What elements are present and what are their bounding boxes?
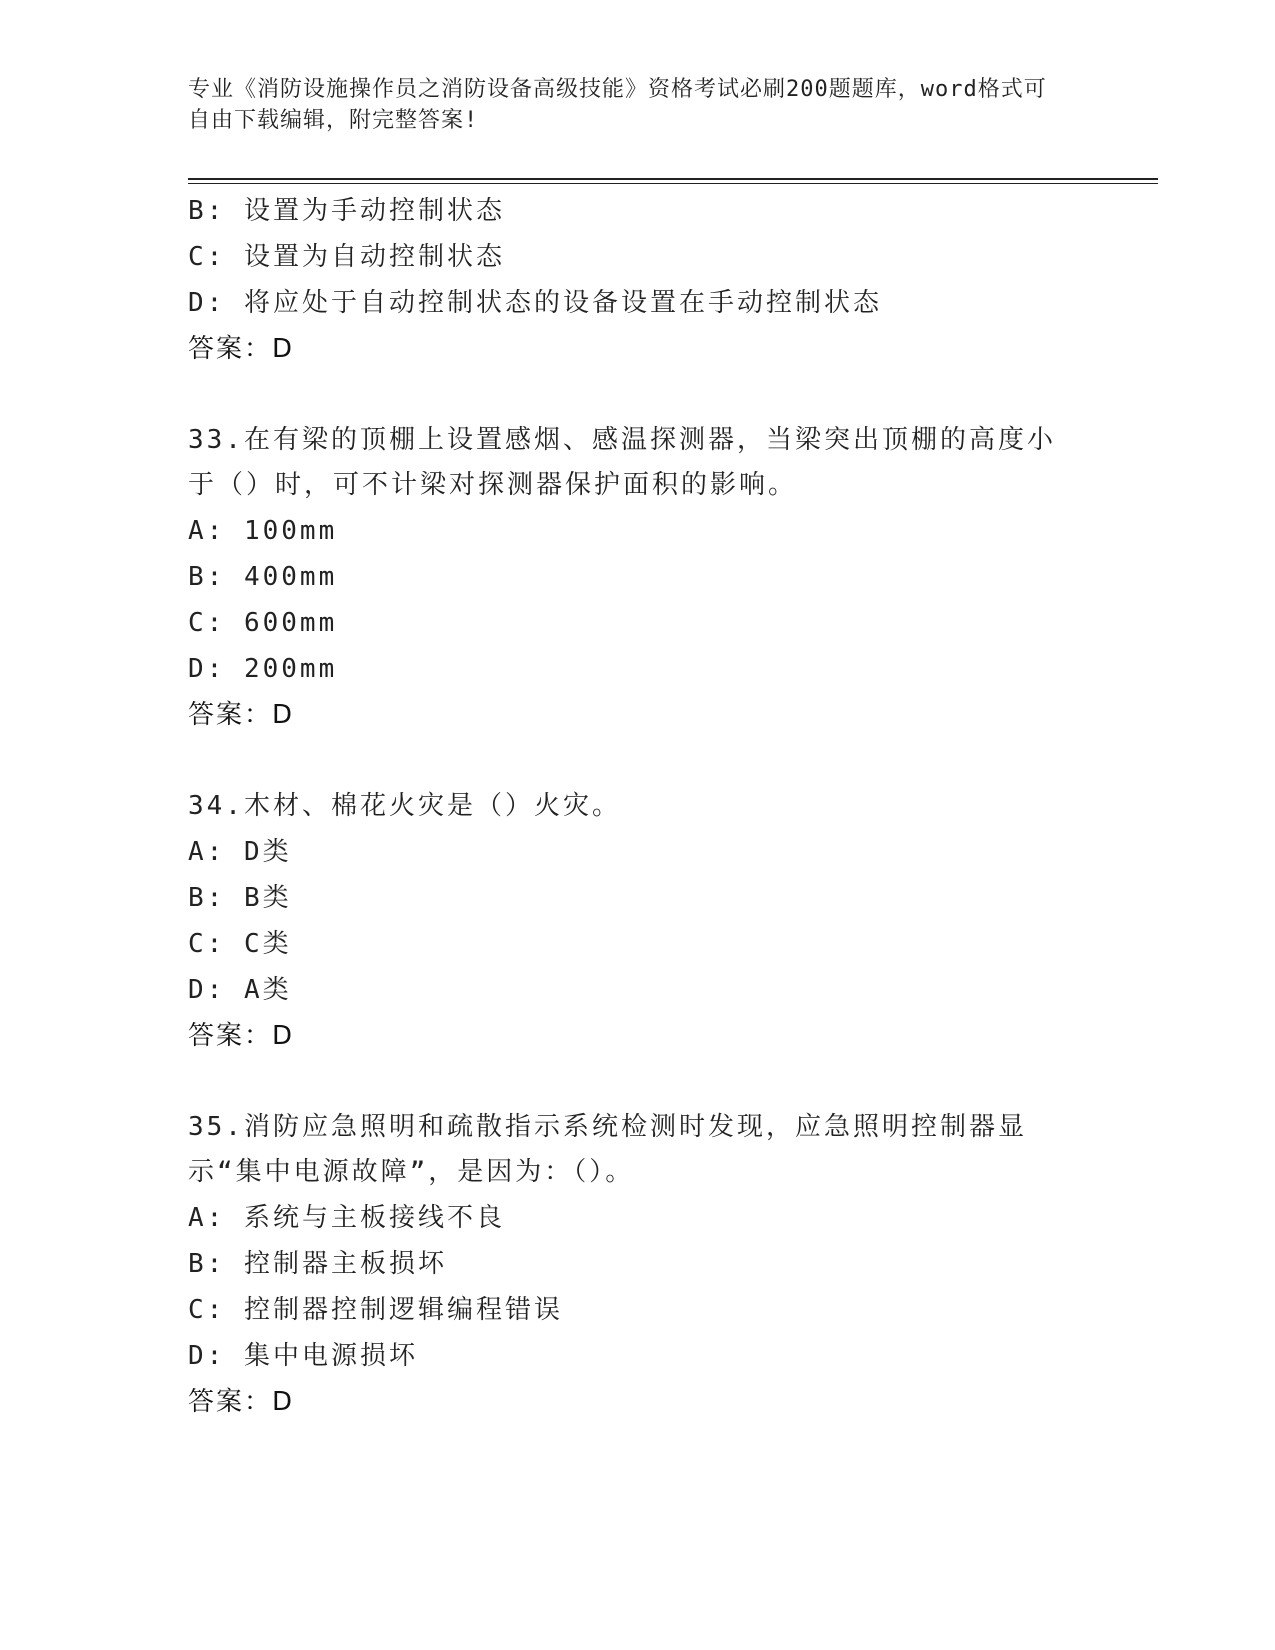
document-header: 专业《消防设施操作员之消防设备高级技能》资格考试必刷200题题库，word格式可自由下载编辑，附完整答案! — [188, 77, 1047, 133]
option-text: 设置为自动控制状态 — [243, 242, 505, 272]
question-stem: 33.在有梁的顶棚上设置感烟、感温探测器，当梁突出顶棚的高度小于（）时，可不计梁对探测器保护面积的影响。 — [188, 425, 1056, 500]
option-line — [188, 600, 1088, 646]
question-stem: 35.消防应急照明和疏散指示系统检测时发现，应急照明控制器显示“集中电源故障”，是因为：（）。 — [188, 1112, 1027, 1187]
option-text: A类 — [243, 975, 292, 1005]
option-text: 400mm — [243, 562, 338, 592]
answer-line: 答案：D — [188, 334, 295, 364]
option-text: 200mm — [243, 654, 338, 684]
option-text: 将应处于自动控制状态的设备设置在手动控制状态 — [243, 288, 882, 318]
option-text: C类 — [243, 929, 292, 959]
question-spacer — [188, 1059, 1088, 1105]
option-line — [188, 921, 1088, 967]
option-label: B: — [188, 883, 226, 913]
option-label: C: — [188, 608, 226, 638]
option-label: C: — [188, 242, 226, 272]
option-label: D: — [188, 654, 226, 684]
answer-line: 答案：D — [188, 1387, 295, 1417]
option-text: 集中电源损坏 — [243, 1341, 418, 1371]
option-line — [188, 508, 1088, 554]
option-text: 控制器控制逻辑编程错误 — [243, 1295, 563, 1325]
question-32-continued — [188, 188, 1088, 372]
option-line — [188, 1287, 1088, 1333]
option-text: 设置为手动控制状态 — [243, 196, 505, 226]
option-text: D类 — [243, 837, 292, 867]
option-label: D: — [188, 975, 226, 1005]
option-label: A: — [188, 1203, 226, 1233]
option-text: 100mm — [243, 516, 338, 546]
option-label: A: — [188, 516, 226, 546]
question-34 — [188, 784, 1088, 1059]
option-line — [188, 234, 1088, 280]
option-line — [188, 1333, 1088, 1379]
option-line — [188, 1241, 1088, 1287]
header-rule-thin — [188, 183, 1158, 184]
option-label: D: — [188, 288, 226, 318]
option-label: C: — [188, 929, 226, 959]
option-text: 系统与主板接线不良 — [243, 1203, 505, 1233]
question-35 — [188, 1105, 1088, 1425]
option-label: C: — [188, 1295, 226, 1325]
option-line — [188, 188, 1088, 234]
option-label: A: — [188, 837, 226, 867]
option-label: B: — [188, 196, 226, 226]
header-rule-thick — [188, 178, 1158, 180]
question-stem: 34.木材、棉花火灾是（）火灾。 — [188, 791, 621, 821]
option-line — [188, 829, 1088, 875]
option-text: 600mm — [243, 608, 338, 638]
option-line — [188, 646, 1088, 692]
option-line — [188, 967, 1088, 1013]
question-spacer — [188, 738, 1088, 784]
option-label: D: — [188, 1341, 226, 1371]
option-text: B类 — [243, 883, 292, 913]
option-line — [188, 554, 1088, 600]
option-line — [188, 280, 1088, 326]
option-line — [188, 1195, 1088, 1241]
answer-line: 答案：D — [188, 1021, 295, 1051]
question-spacer — [188, 372, 1088, 418]
document-content — [188, 188, 1088, 1425]
option-text: 控制器主板损坏 — [243, 1249, 447, 1279]
option-label: B: — [188, 562, 226, 592]
option-line — [188, 875, 1088, 921]
option-label: B: — [188, 1249, 226, 1279]
answer-line: 答案：D — [188, 700, 295, 730]
question-33 — [188, 418, 1088, 738]
